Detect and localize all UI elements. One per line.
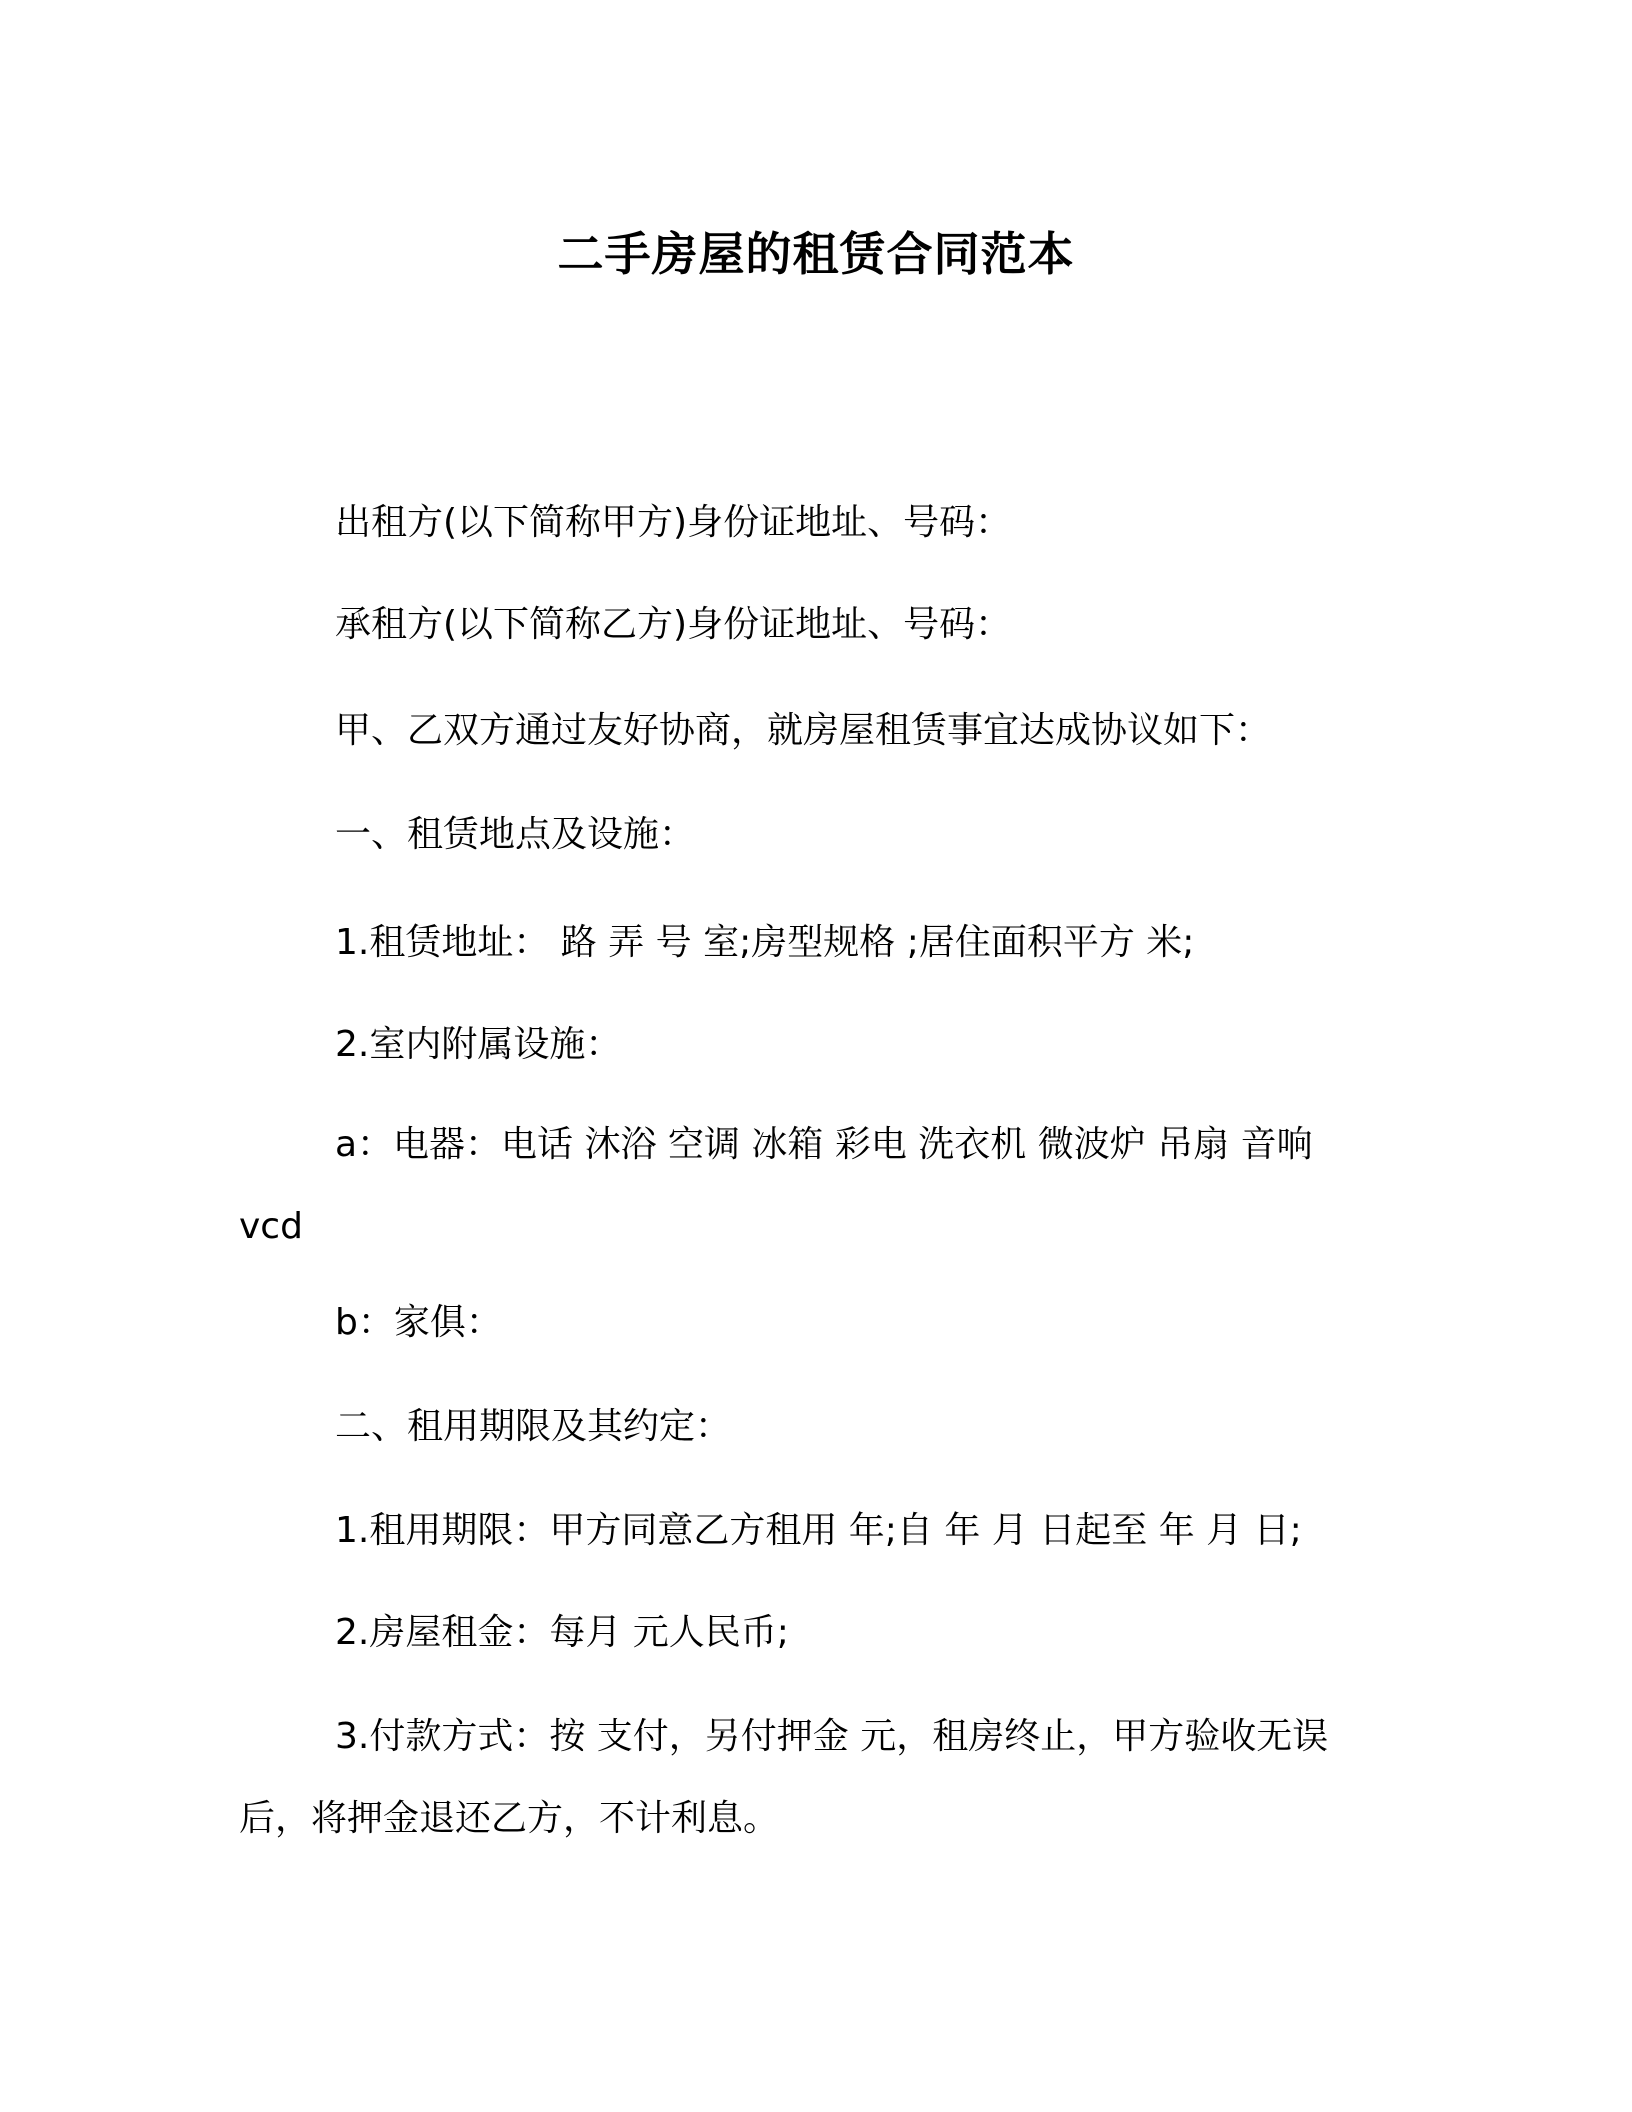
paragraph-facilities: 2.室内附属设施： xyxy=(335,1024,622,1065)
paragraph-lease-term: 1.租用期限：甲方同意乙方租用 年;自 年 月 日起至 年 月 日; xyxy=(335,1510,1302,1551)
section-heading-term: 二、租用期限及其约定： xyxy=(335,1406,732,1447)
paragraph-payment: 3.付款方式：按 支付，另付押金 元，租房终止，甲方验收无误后，将押金退还乙方，不计利息。 xyxy=(239,1716,1329,1839)
paragraph-furniture: b：家俱： xyxy=(335,1302,502,1343)
paragraph-appliances: a：电器：电话 沐浴 空调 冰箱 彩电 洗衣机 微波炉 吊扇 音响 vcd xyxy=(239,1124,1313,1247)
paragraph-lessee: 承租方(以下简称乙方)身份证地址、号码： xyxy=(335,604,1012,645)
paragraph-lessor: 出租方(以下简称甲方)身份证地址、号码： xyxy=(335,502,1012,543)
section-heading-location: 一、租赁地点及设施： xyxy=(335,814,696,855)
paragraph-address: 1.租赁地址： 路 弄 号 室;房型规格 ;居住面积平方 米; xyxy=(335,922,1195,963)
paragraph-agreement-intro: 甲、乙双方通过友好协商，就房屋租赁事宜达成协议如下： xyxy=(335,710,1272,751)
paragraph-rent: 2.房屋租金：每月 元人民币; xyxy=(335,1612,789,1653)
document-title: 二手房屋的租赁合同范本 xyxy=(557,227,1075,281)
